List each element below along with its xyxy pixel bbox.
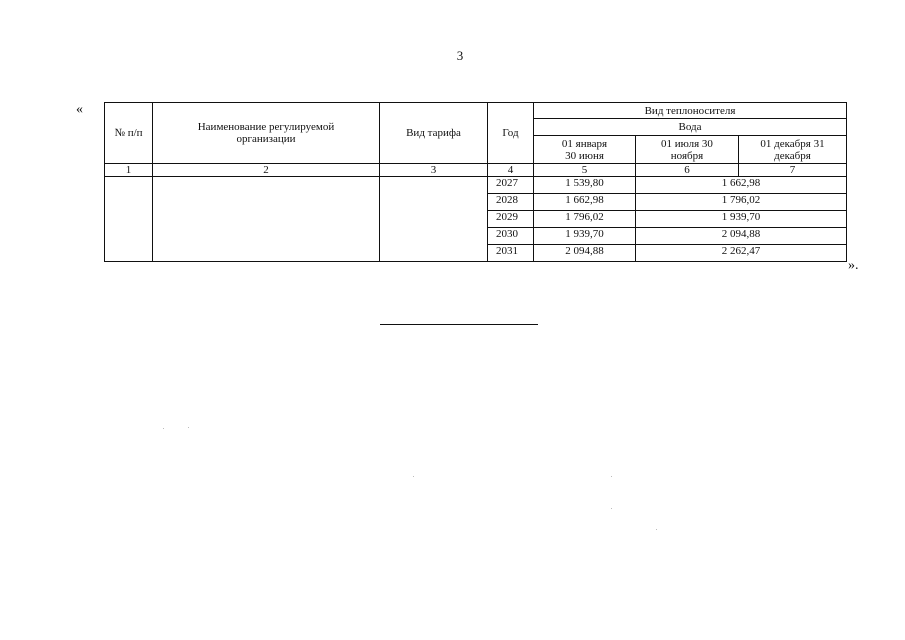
cell-value-jan-jun: 1 539,80 bbox=[534, 177, 636, 194]
header-tariff-type: Вид тарифа bbox=[380, 103, 488, 164]
scan-speck bbox=[413, 476, 414, 477]
opening-quote-mark: « bbox=[76, 102, 83, 117]
header-water: Вода bbox=[534, 119, 847, 136]
header-num: № п/п bbox=[105, 103, 153, 164]
header-org bbox=[153, 103, 380, 164]
separator-line bbox=[380, 324, 538, 325]
column-number-1: 1 bbox=[105, 164, 153, 177]
header-year: Год bbox=[488, 103, 534, 164]
cell-year: 2030 bbox=[488, 228, 534, 245]
page-number: 3 bbox=[456, 48, 464, 63]
cell-value-jan-jun: 1 662,98 bbox=[534, 194, 636, 211]
cell-year: 2031 bbox=[488, 245, 534, 262]
cell-value-jul-dec: 1 796,02 bbox=[636, 194, 847, 211]
column-number-5: 5 bbox=[534, 164, 636, 177]
table-row bbox=[105, 177, 847, 194]
column-number-3: 3 bbox=[380, 164, 488, 177]
header-period-1 bbox=[534, 136, 636, 164]
cell-value-jan-jun: 2 094,88 bbox=[534, 245, 636, 262]
cell-tariff-empty bbox=[380, 177, 488, 262]
cell-num-empty bbox=[105, 177, 153, 262]
scan-speck bbox=[656, 529, 657, 530]
scan-speck bbox=[611, 476, 612, 477]
column-number-7: 7 bbox=[739, 164, 847, 177]
scan-speck bbox=[188, 427, 189, 428]
cell-year: 2028 bbox=[488, 194, 534, 211]
tariff-table bbox=[104, 102, 847, 262]
header-period-2 bbox=[636, 136, 739, 164]
cell-value-jul-dec: 2 262,47 bbox=[636, 245, 847, 262]
cell-value-jul-dec: 1 662,98 bbox=[636, 177, 847, 194]
header-carrier: Вид теплоносителя bbox=[534, 103, 847, 119]
cell-year: 2029 bbox=[488, 211, 534, 228]
header-org-label: Наименование регулируемой организации bbox=[197, 121, 335, 145]
cell-value-jul-dec: 2 094,88 bbox=[636, 228, 847, 245]
scan-speck bbox=[611, 508, 612, 509]
column-number-6: 6 bbox=[636, 164, 739, 177]
cell-value-jan-jun: 1 796,02 bbox=[534, 211, 636, 228]
column-number-2: 2 bbox=[153, 164, 380, 177]
cell-value-jan-jun: 1 939,70 bbox=[534, 228, 636, 245]
scan-speck bbox=[163, 428, 164, 429]
cell-value-jul-dec: 1 939,70 bbox=[636, 211, 847, 228]
header-period-2-label: 01 июля 30 ноября bbox=[661, 137, 713, 162]
closing-quote-mark: ». bbox=[848, 258, 859, 273]
header-period-3 bbox=[739, 136, 847, 164]
header-period-3-label: 01 декабря 31 декабря bbox=[760, 137, 825, 162]
header-period-1-label: 01 января 30 июня bbox=[561, 137, 608, 162]
column-number-4: 4 bbox=[488, 164, 534, 177]
cell-year: 2027 bbox=[488, 177, 534, 194]
cell-org-empty bbox=[153, 177, 380, 262]
